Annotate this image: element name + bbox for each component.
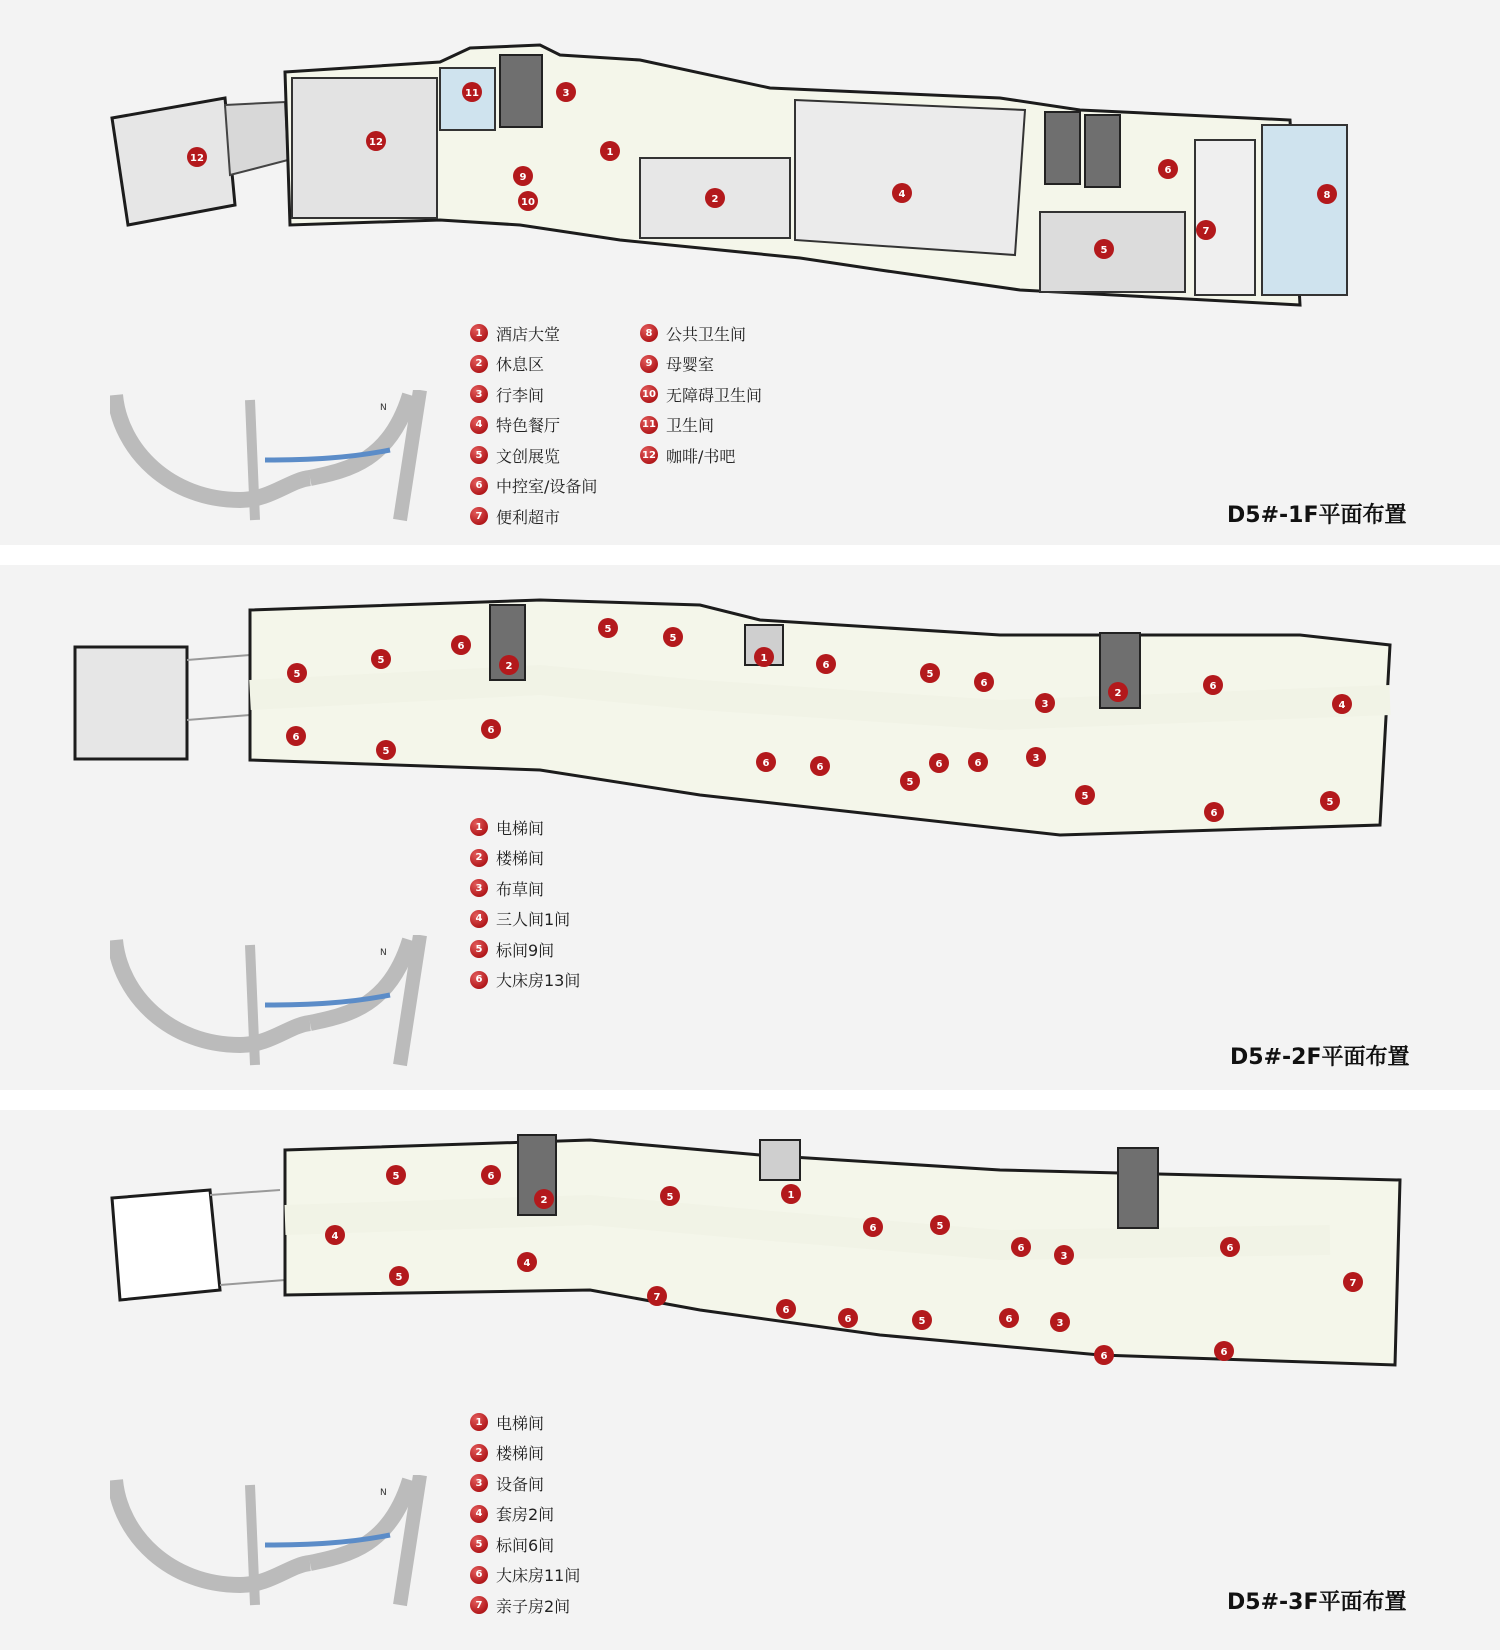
floor-3-key-map (110, 1475, 440, 1610)
marker-badge: 4 (470, 416, 488, 434)
legend-label: 酒店大堂 (496, 324, 561, 344)
floor-2-plan (0, 565, 1500, 885)
plan-marker-number: 1 (606, 147, 614, 158)
legend-label: 公共卫生间 (666, 324, 747, 344)
marker-badge: 1 (470, 324, 488, 342)
plan-marker-number: 6 (980, 678, 988, 689)
floor-1-key-map (110, 390, 440, 525)
marker-badge: 4 (470, 1505, 488, 1523)
plan-marker-number: 6 (1210, 808, 1218, 819)
legend-item (470, 812, 580, 843)
legend-label: 咖啡/书吧 (666, 446, 736, 466)
plan-marker-number: 6 (487, 1171, 495, 1182)
legend-item (470, 934, 580, 965)
marker-badge: 1 (470, 1413, 488, 1431)
legend-label: 电梯间 (496, 818, 545, 838)
svg-text:N: N (380, 948, 387, 958)
marker-badge: 9 (640, 355, 658, 373)
legend-label: 标间9间 (496, 940, 555, 960)
plan-marker-number: 2 (1114, 688, 1122, 699)
legend-label: 标间6间 (496, 1535, 555, 1555)
plan-marker-number: 4 (331, 1231, 339, 1242)
plan-marker-number: 6 (1164, 165, 1172, 176)
legend-item (470, 1560, 580, 1591)
plan-marker-number: 5 (392, 1171, 400, 1182)
legend-label: 大床房11间 (496, 1566, 581, 1586)
marker-badge: 7 (470, 1596, 488, 1614)
plan-marker-number: 11 (465, 88, 479, 99)
legend-label: 楼梯间 (496, 1444, 545, 1464)
plan-marker-number: 5 (604, 624, 612, 635)
legend-label: 楼梯间 (496, 849, 545, 869)
plan-marker-number: 5 (906, 777, 914, 788)
plan-marker-number: 3 (1056, 1318, 1064, 1329)
plan-marker-number: 6 (869, 1223, 877, 1234)
legend-item (470, 1407, 580, 1438)
plan-marker-number: 5 (1081, 791, 1089, 802)
plan-marker-number: 5 (936, 1221, 944, 1232)
plan-marker-number: 5 (918, 1316, 926, 1327)
plan-marker-number: 2 (711, 194, 719, 205)
legend-label: 设备间 (496, 1474, 545, 1494)
floor-1-legend-col-2 (640, 318, 762, 471)
marker-badge: 12 (640, 446, 658, 464)
plan-marker-number: 7 (653, 1292, 661, 1303)
plan-marker-number: 4 (898, 189, 906, 200)
legend-label: 行李间 (496, 385, 545, 405)
legend-item (640, 349, 762, 380)
legend-item (640, 440, 762, 471)
marker-badge: 5 (470, 940, 488, 958)
marker-badge: 1 (470, 818, 488, 836)
legend-label: 便利超市 (496, 507, 561, 527)
plan-marker-number: 6 (1209, 681, 1217, 692)
legend-label: 亲子房2间 (496, 1596, 571, 1616)
marker-badge: 11 (640, 416, 658, 434)
plan-marker-number: 6 (1005, 1314, 1013, 1325)
floor-3-title: D5#-3F平面布置 (1227, 1590, 1407, 1615)
svg-text:N: N (380, 403, 387, 413)
legend-label: 文创展览 (496, 446, 561, 466)
plan-marker-number: 9 (519, 172, 527, 183)
legend-item (470, 1590, 580, 1621)
plan-marker-number: 5 (395, 1272, 403, 1283)
plan-marker-number: 1 (760, 653, 768, 664)
floor-2-legend (470, 812, 580, 995)
legend-item (640, 410, 762, 441)
plan-marker-number: 3 (1041, 699, 1049, 710)
plan-marker-number: 8 (1323, 190, 1331, 201)
legend-item (470, 471, 597, 502)
plan-marker-number: 6 (1226, 1243, 1234, 1254)
legend-item (470, 501, 597, 532)
plan-marker-number: 6 (816, 762, 824, 773)
legend-item (470, 904, 580, 935)
plan-marker-number: 10 (521, 197, 535, 208)
floor-3-legend (470, 1407, 580, 1621)
legend-item (470, 965, 580, 996)
marker-badge: 2 (470, 355, 488, 373)
marker-badge: 5 (470, 446, 488, 464)
floor-2-panel (0, 565, 1500, 1090)
plan-marker-number: 6 (1017, 1243, 1025, 1254)
legend-label: 母婴室 (666, 355, 715, 375)
plan-marker-number: 6 (292, 732, 300, 743)
legend-item (470, 379, 597, 410)
plan-marker-number: 5 (377, 655, 385, 666)
marker-badge: 6 (470, 971, 488, 989)
legend-item (470, 318, 597, 349)
legend-label: 套房2间 (496, 1505, 555, 1525)
plan-marker-number: 2 (540, 1195, 548, 1206)
floor-2-title: D5#-2F平面布置 (1230, 1045, 1410, 1070)
legend-item (470, 873, 580, 904)
plan-marker-number: 12 (369, 137, 383, 148)
floor-3-plan (0, 1110, 1500, 1430)
legend-label: 电梯间 (496, 1413, 545, 1433)
plan-marker-number: 5 (1100, 245, 1108, 256)
marker-badge: 2 (470, 1444, 488, 1462)
legend-item (470, 410, 597, 441)
marker-badge: 6 (470, 1566, 488, 1584)
plan-marker-number: 6 (762, 758, 770, 769)
legend-label: 中控室/设备间 (496, 477, 598, 497)
floor-1-legend-col-1 (470, 318, 597, 532)
plan-marker-number: 6 (935, 759, 943, 770)
legend-label: 卫生间 (666, 416, 715, 436)
svg-text:N: N (380, 1488, 387, 1498)
plan-marker-number: 6 (487, 725, 495, 736)
legend-label: 布草间 (496, 879, 545, 899)
legend-item (470, 1529, 580, 1560)
plan-marker-number: 7 (1349, 1278, 1357, 1289)
legend-label: 无障碍卫生间 (666, 385, 763, 405)
plan-marker-number: 7 (1202, 226, 1210, 237)
marker-badge: 4 (470, 910, 488, 928)
plan-marker-number: 6 (822, 660, 830, 671)
legend-label: 特色餐厅 (496, 416, 561, 436)
legend-label: 大床房13间 (496, 971, 581, 991)
legend-item (470, 1438, 580, 1469)
plan-marker-number: 5 (1326, 797, 1334, 808)
marker-badge: 5 (470, 1535, 488, 1553)
floor-1-title: D5#-1F平面布置 (1227, 503, 1407, 528)
legend-label: 三人间1间 (496, 910, 571, 930)
legend-item (640, 379, 762, 410)
floor-1-panel (0, 0, 1500, 545)
plan-marker-number: 6 (782, 1305, 790, 1316)
marker-badge: 6 (470, 477, 488, 495)
marker-badge: 3 (470, 1474, 488, 1492)
plan-marker-number: 6 (457, 641, 465, 652)
plan-marker-number: 5 (669, 633, 677, 644)
plan-marker-number: 3 (1032, 753, 1040, 764)
legend-item (640, 318, 762, 349)
floor-3-panel (0, 1110, 1500, 1650)
floor-1-plan (0, 0, 1500, 320)
plan-marker-number: 5 (926, 669, 934, 680)
legend-item (470, 440, 597, 471)
plan-marker-number: 5 (666, 1192, 674, 1203)
floor-2-key-map (110, 935, 440, 1070)
marker-badge: 7 (470, 507, 488, 525)
plan-marker-number: 12 (190, 153, 204, 164)
plan-marker-number: 3 (562, 88, 570, 99)
plan-marker-number: 1 (787, 1190, 795, 1201)
plan-marker-number: 4 (1338, 700, 1346, 711)
marker-badge: 3 (470, 385, 488, 403)
plan-marker-number: 6 (1100, 1351, 1108, 1362)
legend-item (470, 1468, 580, 1499)
bridge (225, 102, 288, 175)
plan-marker-number: 6 (1220, 1347, 1228, 1358)
plan-marker-number: 2 (505, 661, 513, 672)
plan-marker-number: 5 (293, 669, 301, 680)
plan-marker-number: 6 (974, 758, 982, 769)
legend-item (470, 1499, 580, 1530)
cafe-pavilion (112, 98, 235, 225)
marker-badge: 3 (470, 879, 488, 897)
marker-badge: 10 (640, 385, 658, 403)
marker-badge: 2 (470, 849, 488, 867)
plan-marker-number: 6 (844, 1314, 852, 1325)
plan-marker-number: 5 (382, 746, 390, 757)
legend-label: 休息区 (496, 355, 545, 375)
plan-marker-number: 4 (523, 1258, 531, 1269)
legend-item (470, 349, 597, 380)
plan-marker-number: 3 (1060, 1251, 1068, 1262)
marker-badge: 8 (640, 324, 658, 342)
legend-item (470, 843, 580, 874)
